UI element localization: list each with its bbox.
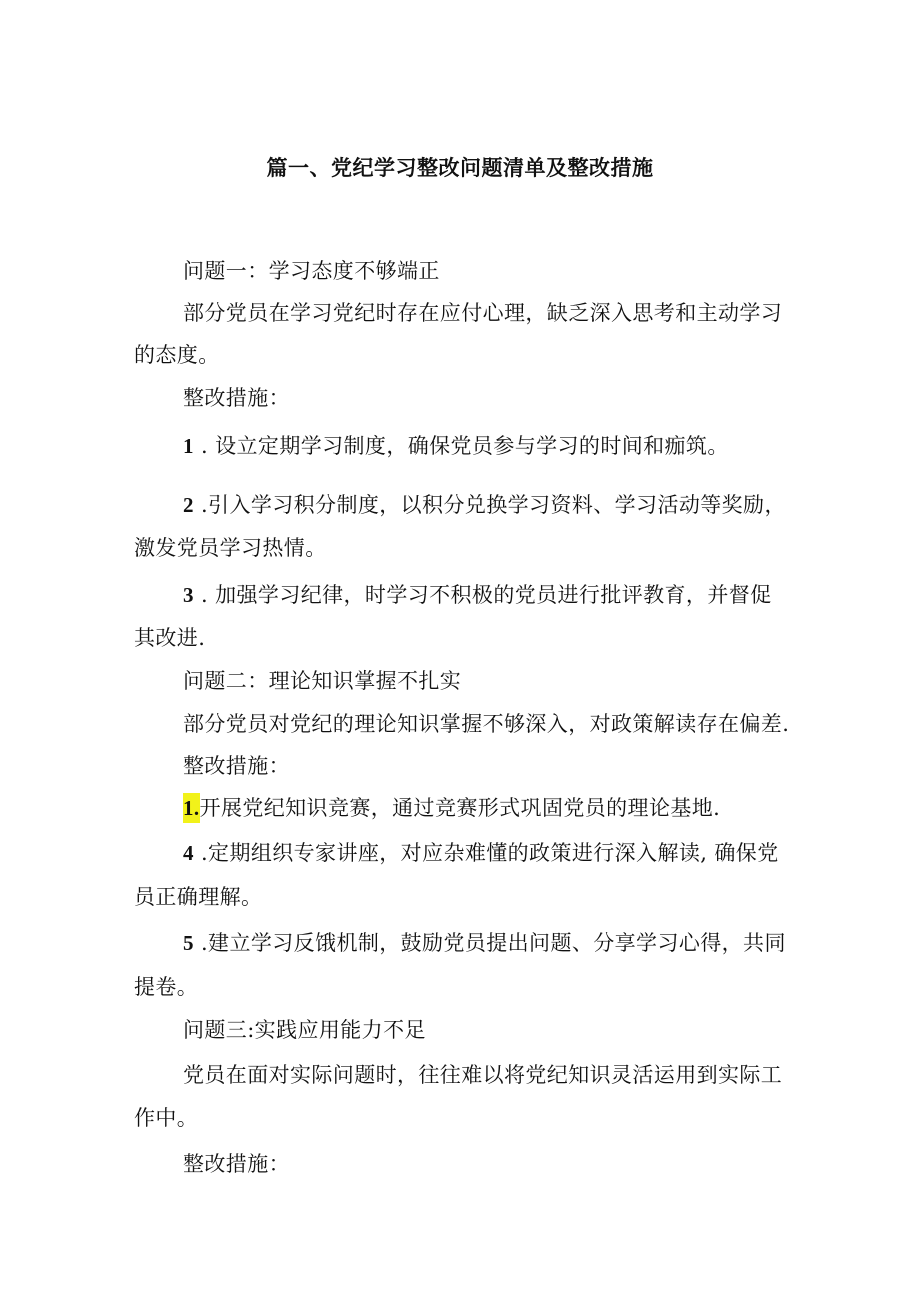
measure-number: 4 <box>183 841 194 865</box>
measure-number: 2 <box>183 493 194 517</box>
measure-text: . 加强学习纪律，时学习不积极的党员进行批评教育，并督促 <box>200 583 772 607</box>
measure-number: 1 <box>183 434 194 458</box>
problem-2-desc-line-1: 部分党员对党纪的理论知识掌握不够深入，对政策解读存在偏差. <box>183 712 790 736</box>
measure-item <box>183 431 729 461</box>
document-title: 篇一、党纪学习整改问题清单及整改措施 <box>266 155 654 180</box>
measure-text: . 设立定期学习制度，确保党员参与学习的时间和痂筑。 <box>200 434 729 458</box>
measures-label-1: 整改措施： <box>183 386 290 410</box>
measure-text: .定期组织专家讲座，对应杂难懂的政策进行深入解读, 确保党 <box>200 841 779 865</box>
problem-3-desc-line-2: 作中。 <box>134 1106 199 1130</box>
measure-number: 5 <box>183 931 194 955</box>
problem-1-desc-line-1: 部分党员在学习党纪时存在应付心理，缺乏深入思考和主动学习 <box>183 301 783 325</box>
measure-text-continued: 提卷。 <box>134 975 199 999</box>
problem-3-heading: 问题三:实践应用能力不足 <box>183 1018 426 1042</box>
problem-3-desc-line-1: 党员在面对实际问题时，往往难以将党纪知识灵活运用到实际工 <box>183 1063 783 1087</box>
measure-item <box>183 580 772 610</box>
measures-label-3: 整改措施： <box>183 1152 290 1176</box>
measure-text: .建立学习反饿机制，鼓励党员提出问题、分享学习心得，共同 <box>200 931 786 955</box>
measure-text-continued: 员正确理解。 <box>134 885 263 909</box>
measure-number-highlighted: 1. <box>183 793 200 823</box>
measure-text: .引入学习积分制度，以积分兑换学习资料、学习活动等奖励， <box>200 493 786 517</box>
measures-label-2: 整改措施： <box>183 754 290 778</box>
measure-number: 3 <box>183 583 194 607</box>
problem-1-heading: 问题一：学习态度不够端正 <box>183 259 440 283</box>
measure-text: 开展党纪知识竞赛，通过竞赛形式巩固党员的理论基地. <box>199 796 721 820</box>
measure-item <box>183 793 720 823</box>
problem-2-heading: 问题二：理论知识掌握不扎实 <box>183 669 462 693</box>
measure-item <box>183 838 779 868</box>
problem-1-desc-line-2: 的态度。 <box>134 343 220 367</box>
measure-item <box>183 490 786 520</box>
measure-text-continued: 激发党员学习热情。 <box>134 536 327 560</box>
measure-text-continued: 其改进. <box>134 626 206 650</box>
measure-item <box>183 928 786 958</box>
